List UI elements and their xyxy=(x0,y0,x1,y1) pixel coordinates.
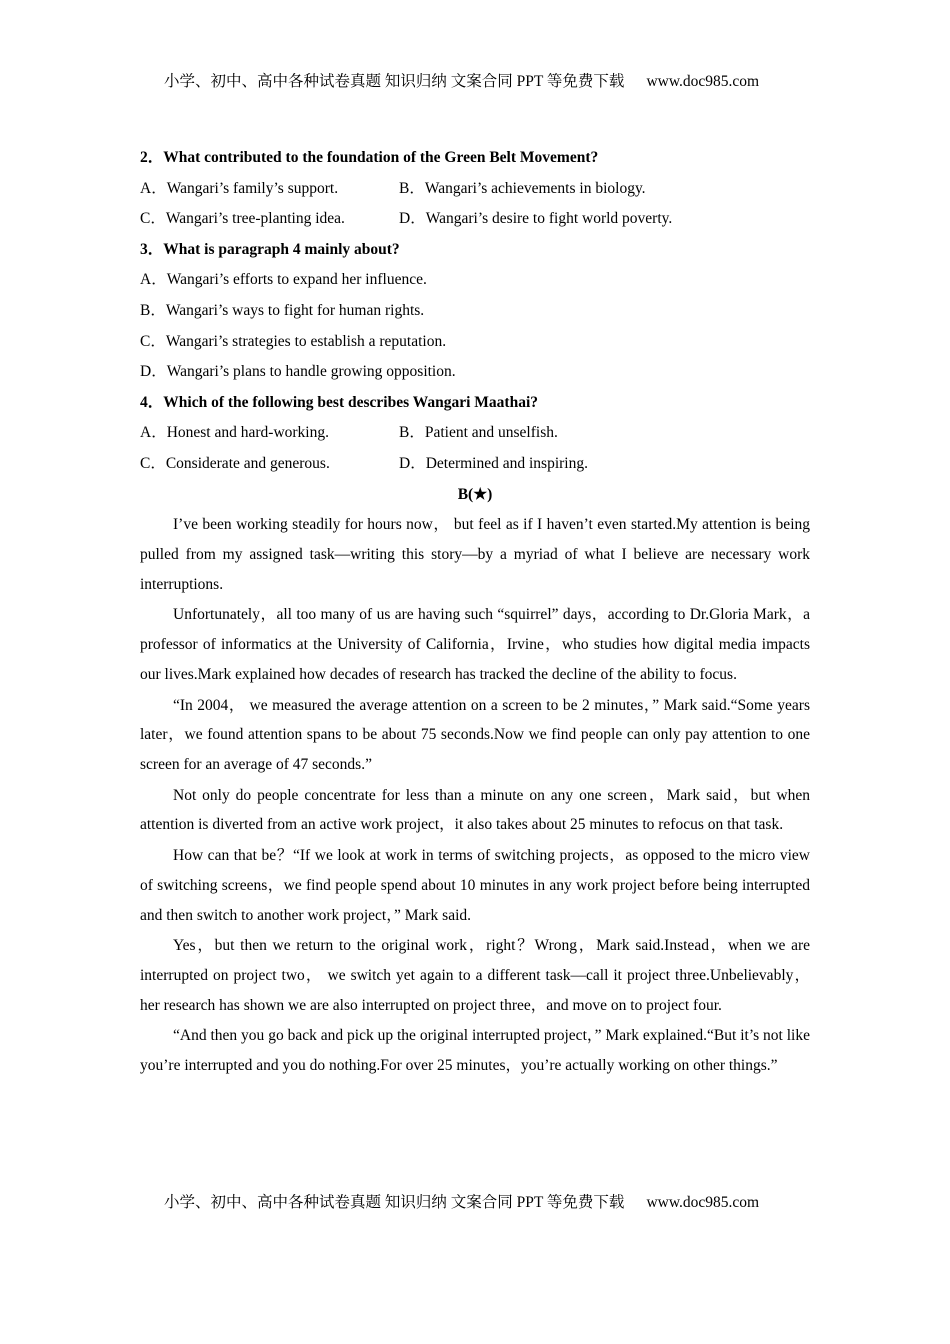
option-d[interactable] xyxy=(399,449,588,480)
question-text: What contributed to the foundation of the Green Belt Movement? xyxy=(163,149,599,166)
option-b[interactable] xyxy=(399,174,646,205)
option-b[interactable] xyxy=(140,296,810,327)
option-row xyxy=(140,204,810,235)
option-label: C． xyxy=(140,454,166,472)
footer-site-link[interactable]: www.doc985.com xyxy=(646,1194,760,1211)
page-footer xyxy=(164,1190,759,1212)
option-text: Wangari’s plans to handle growing opposition. xyxy=(166,363,456,381)
option-text: Wangari’s family’s support. xyxy=(166,179,339,197)
option-text: Honest and hard-working. xyxy=(166,424,329,442)
section-title: B(★) xyxy=(457,485,493,503)
question-number: 3． xyxy=(140,240,164,258)
passage-paragraph-1: I’ve been working steadily for hours now， but feel as if I haven’t even started.My attention is being pulled from my assigned task—writing this story—by a myriad of what I believe are necessary work interruptions. xyxy=(140,516,810,593)
option-label: B． xyxy=(399,179,425,197)
reading-passage xyxy=(140,510,810,1081)
question-text: What is paragraph 4 mainly about? xyxy=(163,240,400,258)
question-number: 2． xyxy=(140,149,164,166)
document-body xyxy=(140,143,810,1082)
option-label: C． xyxy=(140,332,166,350)
option-text: Wangari’s efforts to expand her influence. xyxy=(166,271,427,289)
option-label: D． xyxy=(140,363,167,381)
passage-paragraph-5: How can that be？“If we look at work in terms of switching projects，as opposed to the micro view of switching screens，we find people spend about 10 minutes in any work project before being interrupted and then switch to another work project，” Mark said. xyxy=(140,847,810,924)
passage-paragraph-6: Yes，but then we return to the original work，right？Wrong，Mark said.Instead，when we are interrupted on project two， we switch yet again to a different task—call it project three.Unbelievably，her research has shown we are also interrupted on project three，and move on to project four. xyxy=(140,937,810,1014)
header-site-link[interactable]: www.doc985.com xyxy=(646,73,760,90)
option-label: B． xyxy=(399,424,425,442)
option-c[interactable] xyxy=(140,327,810,358)
option-row xyxy=(140,449,810,480)
option-label: C． xyxy=(140,210,166,228)
footer-text: 小学、初中、高中各种试卷真题 知识归纳 文案合同 PPT 等免费下载 xyxy=(164,1194,625,1211)
option-label: A． xyxy=(140,424,167,442)
option-c[interactable] xyxy=(140,204,399,235)
option-text: Wangari’s ways to fight for human rights. xyxy=(165,301,425,319)
option-text: Determined and inspiring. xyxy=(425,454,588,472)
option-a[interactable] xyxy=(140,418,399,449)
option-b[interactable] xyxy=(399,418,558,449)
option-label: D． xyxy=(399,210,426,228)
passage-paragraph-3: “In 2004， we measured the average attention on a screen to be 2 minutes，” Mark said.“Some years later，we found attention spans to be about 75 seconds.Now we find people can only pay attention to one screen for an average of 47 seconds.” xyxy=(140,696,810,774)
passage-paragraph-7: “And then you go back and pick up the original interrupted project，” Mark explained.“But it’s not like you’re interrupted and you do nothing.For over 25 minutes，you’re actually working on other things.” xyxy=(140,1027,810,1075)
option-text: Patient and unselfish. xyxy=(424,424,558,442)
option-text: Wangari’s desire to fight world poverty. xyxy=(425,210,673,228)
option-text: Considerate and generous. xyxy=(165,454,330,472)
option-label: A． xyxy=(140,271,167,289)
question-text: Which of the following best describes Wangari Maathai? xyxy=(163,393,538,411)
question-2 xyxy=(140,143,810,235)
question-4 xyxy=(140,388,810,480)
option-label: A． xyxy=(140,179,167,197)
question-title xyxy=(140,235,810,266)
option-d[interactable] xyxy=(140,357,810,388)
header-text: 小学、初中、高中各种试卷真题 知识归纳 文案合同 PPT 等免费下载 xyxy=(164,73,625,90)
option-row xyxy=(140,174,810,205)
option-row xyxy=(140,418,810,449)
question-title xyxy=(140,388,810,419)
option-label: B． xyxy=(140,301,166,319)
question-number: 4． xyxy=(140,393,164,411)
option-text: Wangari’s achievements in biology. xyxy=(424,179,646,197)
option-text: Wangari’s strategies to establish a reputation. xyxy=(165,332,447,350)
option-a[interactable] xyxy=(140,174,399,205)
option-d[interactable] xyxy=(399,204,672,235)
passage-paragraph-4: Not only do people concentrate for less than a minute on any one screen，Mark said，but when attention is diverted from an active work project，it also takes about 25 minutes to refocus on that task. xyxy=(140,786,810,834)
option-c[interactable] xyxy=(140,449,399,480)
option-text: Wangari’s tree-planting idea. xyxy=(165,210,345,228)
option-label: D． xyxy=(399,454,426,472)
question-title xyxy=(140,143,810,174)
page-header xyxy=(164,69,759,91)
passage-paragraph-2: Unfortunately，all too many of us are having such “squirrel” days，according to Dr.Gloria Mark，a professor of informatics at the University of California，Irvine，who studies how digital media impacts our lives.Mark explained how decades of research has tracked the decline of the ability to focus. xyxy=(140,606,810,683)
question-3 xyxy=(140,235,810,388)
option-a[interactable] xyxy=(140,265,810,296)
